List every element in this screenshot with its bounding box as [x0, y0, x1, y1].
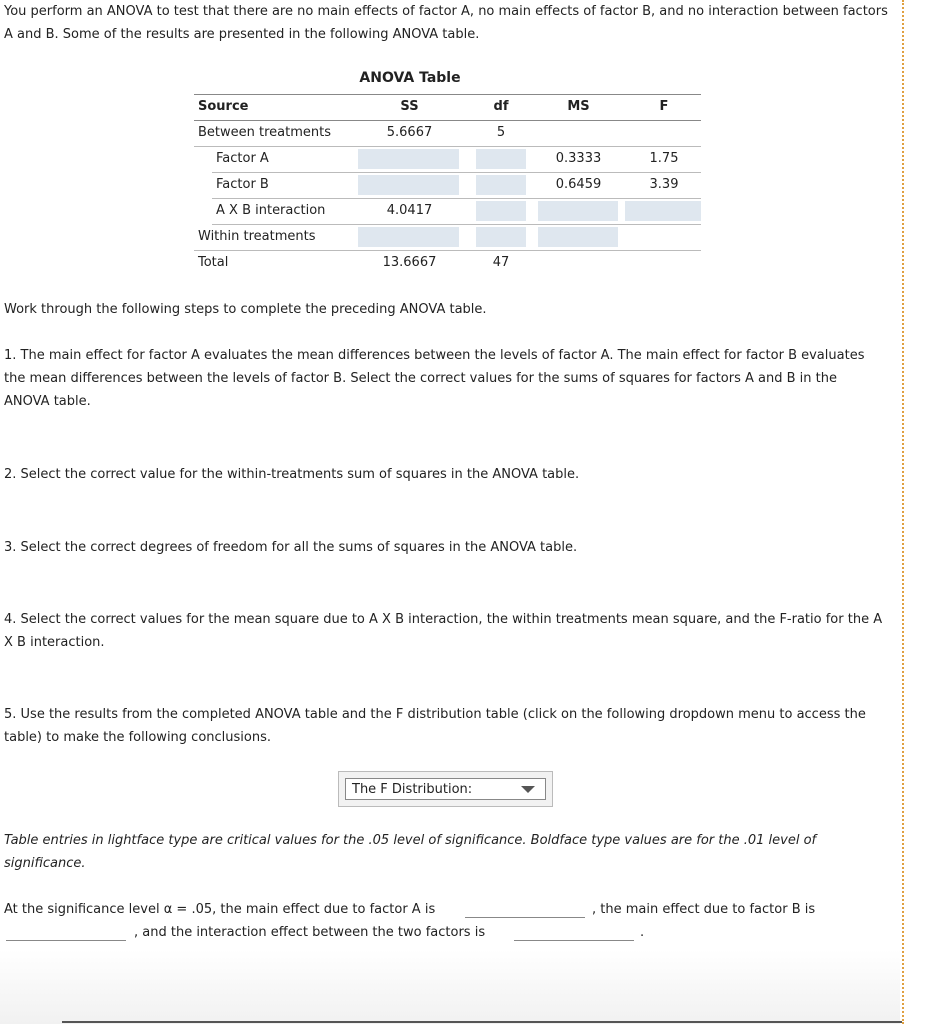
table-row-between	[194, 120, 701, 147]
table-header-row	[194, 94, 701, 121]
f-distribution-dropdown-label: The F Distribution:	[352, 782, 473, 797]
conclusion-part-1: At the significance level α = .05, the main effect due to factor A is	[4, 902, 436, 917]
header-ss: SS	[400, 99, 419, 114]
header-ms: MS	[567, 99, 590, 114]
df-interaction-select[interactable]	[476, 201, 526, 221]
step-4-text: 4. Select the correct values for the mean square due to A X B interaction, the within treatments mean square, and the F-ratio for the A X B interaction.	[4, 612, 883, 650]
df-factor-a-select[interactable]	[476, 149, 526, 169]
chevron-down-icon[interactable]	[521, 786, 535, 793]
factor-a-conclusion-select[interactable]	[465, 917, 585, 918]
df-total: 47	[492, 255, 510, 270]
ss-interaction: 4.0417	[386, 203, 433, 218]
ss-within-select[interactable]	[358, 227, 459, 247]
source-between: Between treatments	[198, 125, 332, 140]
source-factor-a: Factor A	[216, 151, 269, 166]
f-interaction-select[interactable]	[625, 201, 701, 221]
source-within: Within treatments	[198, 229, 316, 244]
conclusion-part-3: , and the interaction effect between the two factors is	[134, 925, 486, 940]
intro-text: You perform an ANOVA to test that there are no main effects of factor A, no main effects of factor B, and no interaction between factors A and B. Some of the results are presented in the following ANOVA table.	[4, 4, 888, 42]
ss-between: 5.6667	[386, 125, 433, 140]
df-within-select[interactable]	[476, 227, 526, 247]
header-f: F	[659, 99, 669, 114]
table-note-text: Table entries in lightface type are critical values for the .05 level of significance. Boldface type values are for the .01 level of significance.	[4, 833, 817, 871]
ss-total: 13.6667	[382, 255, 437, 270]
ms-factor-a: 0.3333	[555, 151, 602, 166]
bottom-fade	[0, 950, 900, 1024]
work-through-text: Work through the following steps to complete the preceding ANOVA table.	[4, 302, 487, 317]
df-between: 5	[496, 125, 506, 140]
source-interaction: A X B interaction	[216, 203, 326, 218]
f-distribution-dropdown[interactable]	[338, 771, 553, 807]
source-factor-b: Factor B	[216, 177, 269, 192]
ss-factor-a-select[interactable]	[358, 149, 459, 169]
ms-interaction-select[interactable]	[538, 201, 618, 221]
page-edge-border	[902, 0, 904, 1024]
ms-factor-b: 0.6459	[555, 177, 602, 192]
header-source: Source	[198, 99, 249, 114]
conclusion-part-4: .	[640, 925, 645, 940]
f-distribution-dropdown-field[interactable]	[345, 778, 546, 800]
f-factor-b: 3.39	[649, 177, 679, 192]
anova-table-title: ANOVA Table	[359, 70, 461, 86]
bottom-divider	[62, 1021, 902, 1023]
step-3-text: 3. Select the correct degrees of freedom for all the sums of squares in the ANOVA table.	[4, 540, 578, 555]
table-row-interaction	[212, 198, 701, 225]
conclusion-part-2: , the main effect due to factor B is	[592, 902, 816, 917]
table-row-factor-a	[212, 146, 701, 173]
step-2-text: 2. Select the correct value for the within-treatments sum of squares in the ANOVA table.	[4, 467, 580, 482]
interaction-conclusion-select[interactable]	[514, 940, 634, 941]
f-factor-a: 1.75	[649, 151, 679, 166]
source-total: Total	[198, 255, 229, 270]
df-factor-b-select[interactable]	[476, 175, 526, 195]
table-row-within	[194, 224, 701, 251]
factor-b-conclusion-select[interactable]	[6, 940, 126, 941]
ms-within-select[interactable]	[538, 227, 618, 247]
table-row-total	[194, 250, 701, 276]
table-row-factor-b	[212, 172, 701, 199]
step-5-text: 5. Use the results from the completed ANOVA table and the F distribution table (click on the following dropdown menu to access the table) to make the following conclusions.	[4, 707, 866, 745]
ss-factor-b-select[interactable]	[358, 175, 459, 195]
step-1-text: 1. The main effect for factor A evaluates the mean differences between the levels of factor A. The main effect for factor B evaluates the mean differences between the levels of factor B. Select the correct values for the sums of squares for factors A and B in the ANOVA table.	[4, 348, 865, 409]
header-df: df	[493, 99, 509, 114]
